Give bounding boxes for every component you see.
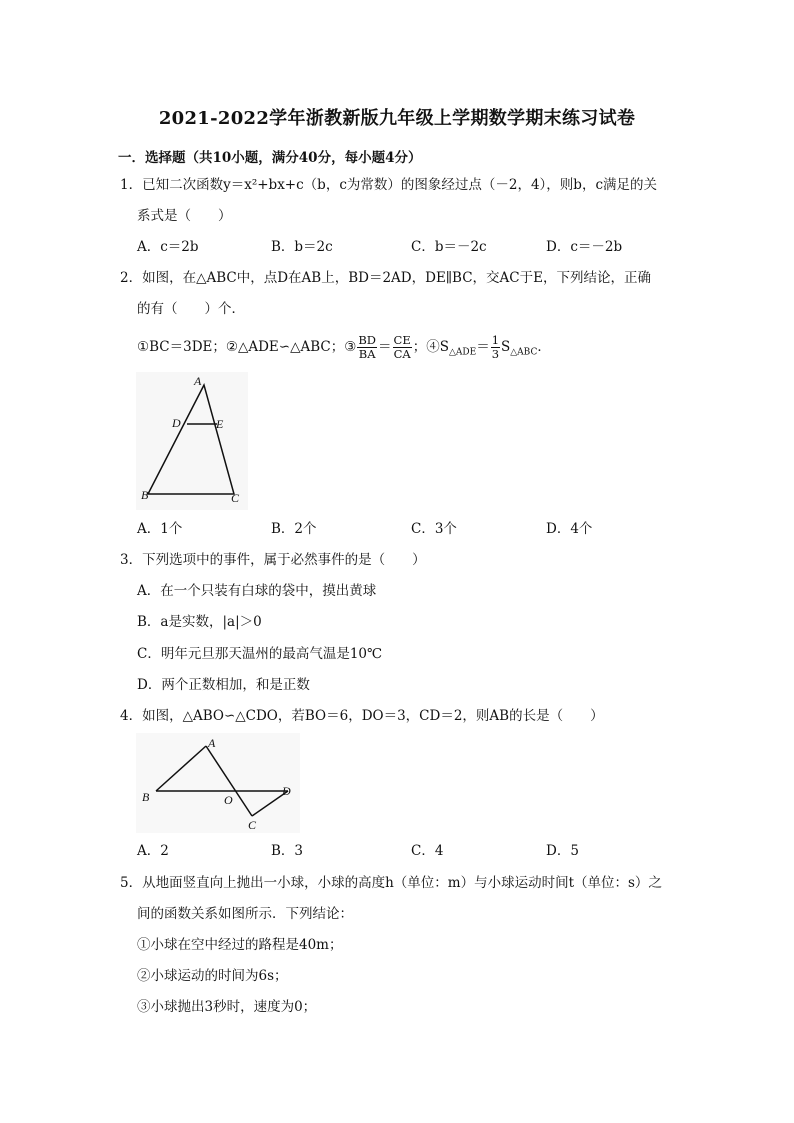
q1-text-line2: 系式是（ ） [137,208,232,224]
label-e: E [216,417,224,431]
fraction-denominator: 3 [491,347,500,361]
label-c: C [248,818,257,832]
label-b: B [141,488,149,502]
label-d: D [282,784,291,798]
q5-item-3: ③小球抛出3秒时，速度为0； [137,999,317,1015]
q2-option-a: A．1个 [137,521,183,537]
fraction-bd-ba [357,334,377,361]
q4-option-b: B．3 [271,843,304,859]
q5-item-2: ②小球运动的时间为6s； [137,968,288,984]
q3-option-d: D．两个正数相加，和是正数 [137,677,310,693]
q5-text-line1: 5．从地面竖直向上抛出一小球，小球的高度h（单位：m）与小球运动时间t（单位：s）之 [120,875,662,891]
q1-option-d: D．c＝－2b [546,239,623,255]
fraction-one-third [491,334,500,361]
q1-option-c: C．b＝－2c [411,239,487,255]
label-d: D [172,416,181,430]
label-a: A [208,736,216,750]
q1-option-a: A．c＝2b [137,239,199,255]
q2-conclusion-part2: ；④S [412,339,449,355]
q5-text-line2: 间的函数关系如图所示．下列结论： [137,906,353,922]
q3-option-b: B．a是实数，|a|＞0 [137,614,262,630]
label-a: A [194,374,202,388]
q2-conclusions [137,334,551,366]
q1-text-line1: 1．已知二次函数y＝x²+bx+c（b，c为常数）的图象经过点（－2，4），则b，c满足的关 [120,177,658,193]
subscript-abc: △ABC [510,347,538,358]
equals-sign: ＝ [476,339,490,355]
q2-triangle-figure [136,372,248,510]
q3-option-c: C．明年元旦那天温州的最高气温是10℃ [137,646,383,662]
q4-similar-triangles-figure [136,733,300,833]
q4-text-line1: 4．如图，△ABO∽△CDO，若BO＝6，DO＝3，CD＝2，则AB的长是（ ） [120,708,604,724]
q4-option-a: A．2 [137,843,169,859]
fraction-numerator: 1 [491,333,500,347]
label-b: B [142,790,150,804]
label-o: O [224,793,233,807]
q2-conclusion-part1: ①BC＝3DE；②△ADE∽△ABC；③ [137,339,357,355]
fraction-ce-ca [393,334,412,361]
q2-conclusion-part3: S [501,339,511,355]
section-heading: 一．选择题（共10小题，满分40分，每小题4分） [118,150,422,166]
q2-text-line1: 2．如图，在△ABC中，点D在AB上，BD＝2AD，DE∥BC，交AC于E，下列结论，正确 [120,270,651,286]
q5-item-1: ①小球在空中经过的路程是40m； [137,937,343,953]
q3-text-line1: 3．下列选项中的事件，属于必然事件的是（ ） [120,552,426,568]
label-c: C [231,491,240,505]
fraction-denominator: CA [393,347,411,361]
period: ． [537,339,551,355]
q1-option-b: B．b＝2c [271,239,333,255]
q2-text-line2: 的有（ ）个． [137,301,245,317]
fraction-numerator: CE [393,333,411,347]
q2-option-c: C．3个 [411,521,457,537]
q4-option-d: D．5 [546,843,579,859]
fraction-denominator: BA [358,347,376,361]
q2-option-d: D．4个 [546,521,593,537]
equals-sign: ＝ [378,339,392,355]
q2-option-b: B．2个 [271,521,317,537]
page-title: 2021-2022学年浙教新版九年级上学期数学期末练习试卷 [158,108,636,129]
q3-option-a: A．在一个只装有白球的袋中，摸出黄球 [137,583,377,599]
fraction-numerator: BD [358,333,377,347]
subscript-ade: △ADE [448,347,477,358]
q4-option-c: C．4 [411,843,444,859]
